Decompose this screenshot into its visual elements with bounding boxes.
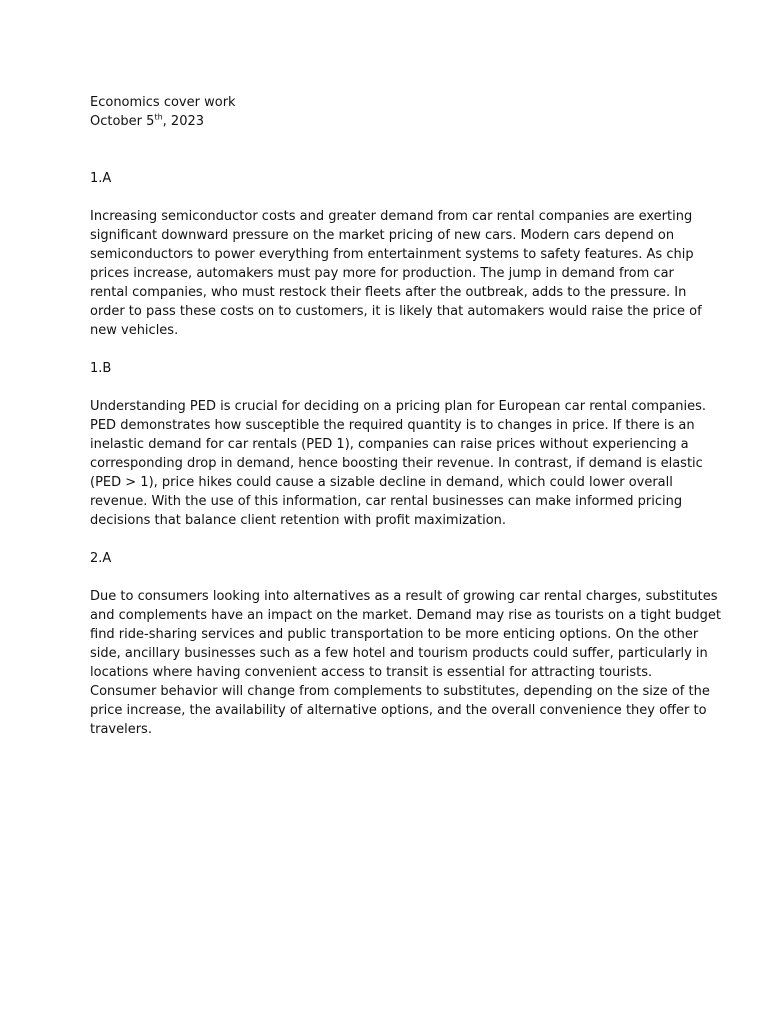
- paragraph-line: new vehicles.: [90, 323, 179, 338]
- document-title: Economics cover work: [90, 95, 236, 110]
- section-1-a: [90, 169, 702, 359]
- date-text: October 5: [90, 114, 155, 129]
- paragraph-line: revenue. With the use of this information, car rental businesses can make informed pricing: [90, 494, 683, 509]
- paragraph-line: (PED > 1), price hikes could cause a sizable decline in demand, which could lower overall: [90, 475, 673, 490]
- paragraph-line: travelers.: [90, 722, 152, 737]
- paragraph-line: side, ancillary businesses such as a few hotel and tourism products could suffer, particularly in: [90, 646, 708, 661]
- paragraph-line: significant downward pressure on the market pricing of new cars. Modern cars depend on: [90, 228, 675, 243]
- paragraph-line: Understanding PED is crucial for deciding on a pricing plan for European car rental companies.: [90, 399, 707, 414]
- paragraph-line: PED demonstrates how susceptible the required quantity is to changes in price. If there is an: [90, 418, 695, 433]
- date-ordinal: th: [154, 112, 163, 122]
- paragraph-line: find ride-sharing services and public transportation to be more enticing options. On the other: [90, 627, 699, 642]
- section-1-b: [90, 359, 707, 549]
- date-year: , 2023: [162, 114, 205, 129]
- paragraph: [90, 587, 721, 739]
- paragraph-line: price increase, the availability of alternative options, and the overall convenience they offer to: [90, 703, 707, 718]
- paragraph-line: Due to consumers looking into alternatives as a result of growing car rental charges, substitutes: [90, 589, 718, 604]
- document-date: [90, 112, 686, 131]
- paragraph-line: corresponding drop in demand, hence boosting their revenue. In contrast, if demand is elastic: [90, 456, 703, 471]
- section-heading: 2.A: [90, 551, 112, 566]
- paragraph-line: rental companies, who must restock their fleets after the outbreak, adds to the pressure. In: [90, 285, 687, 300]
- section-2-a: [90, 549, 721, 739]
- paragraph: [90, 397, 707, 530]
- paragraph-line: Consumer behavior will change from complements to substitutes, depending on the size of the: [90, 684, 710, 699]
- section-heading: 1.B: [90, 361, 112, 376]
- paragraph-line: and complements have an impact on the market. Demand may rise as tourists on a tight budget: [90, 608, 721, 623]
- paragraph-line: Increasing semiconductor costs and greater demand from car rental companies are exerting: [90, 209, 693, 224]
- section-heading: 1.A: [90, 171, 112, 186]
- paragraph-line: inelastic demand for car rentals (PED 1), companies can raise prices without experiencing a: [90, 437, 689, 452]
- document-body[interactable]: [90, 93, 721, 739]
- paragraph-line: order to pass these costs on to customers, it is likely that automakers would raise the price of: [90, 304, 702, 319]
- paragraph-line: prices increase, automakers must pay more for production. The jump in demand from car: [90, 266, 674, 281]
- paragraph-line: semiconductors to power everything from entertainment systems to safety features. As chip: [90, 247, 694, 262]
- paragraph-line: locations where having convenient access to transit is essential for attracting tourists.: [90, 665, 653, 680]
- paragraph-line: decisions that balance client retention with profit maximization.: [90, 513, 507, 528]
- paragraph: [90, 207, 702, 340]
